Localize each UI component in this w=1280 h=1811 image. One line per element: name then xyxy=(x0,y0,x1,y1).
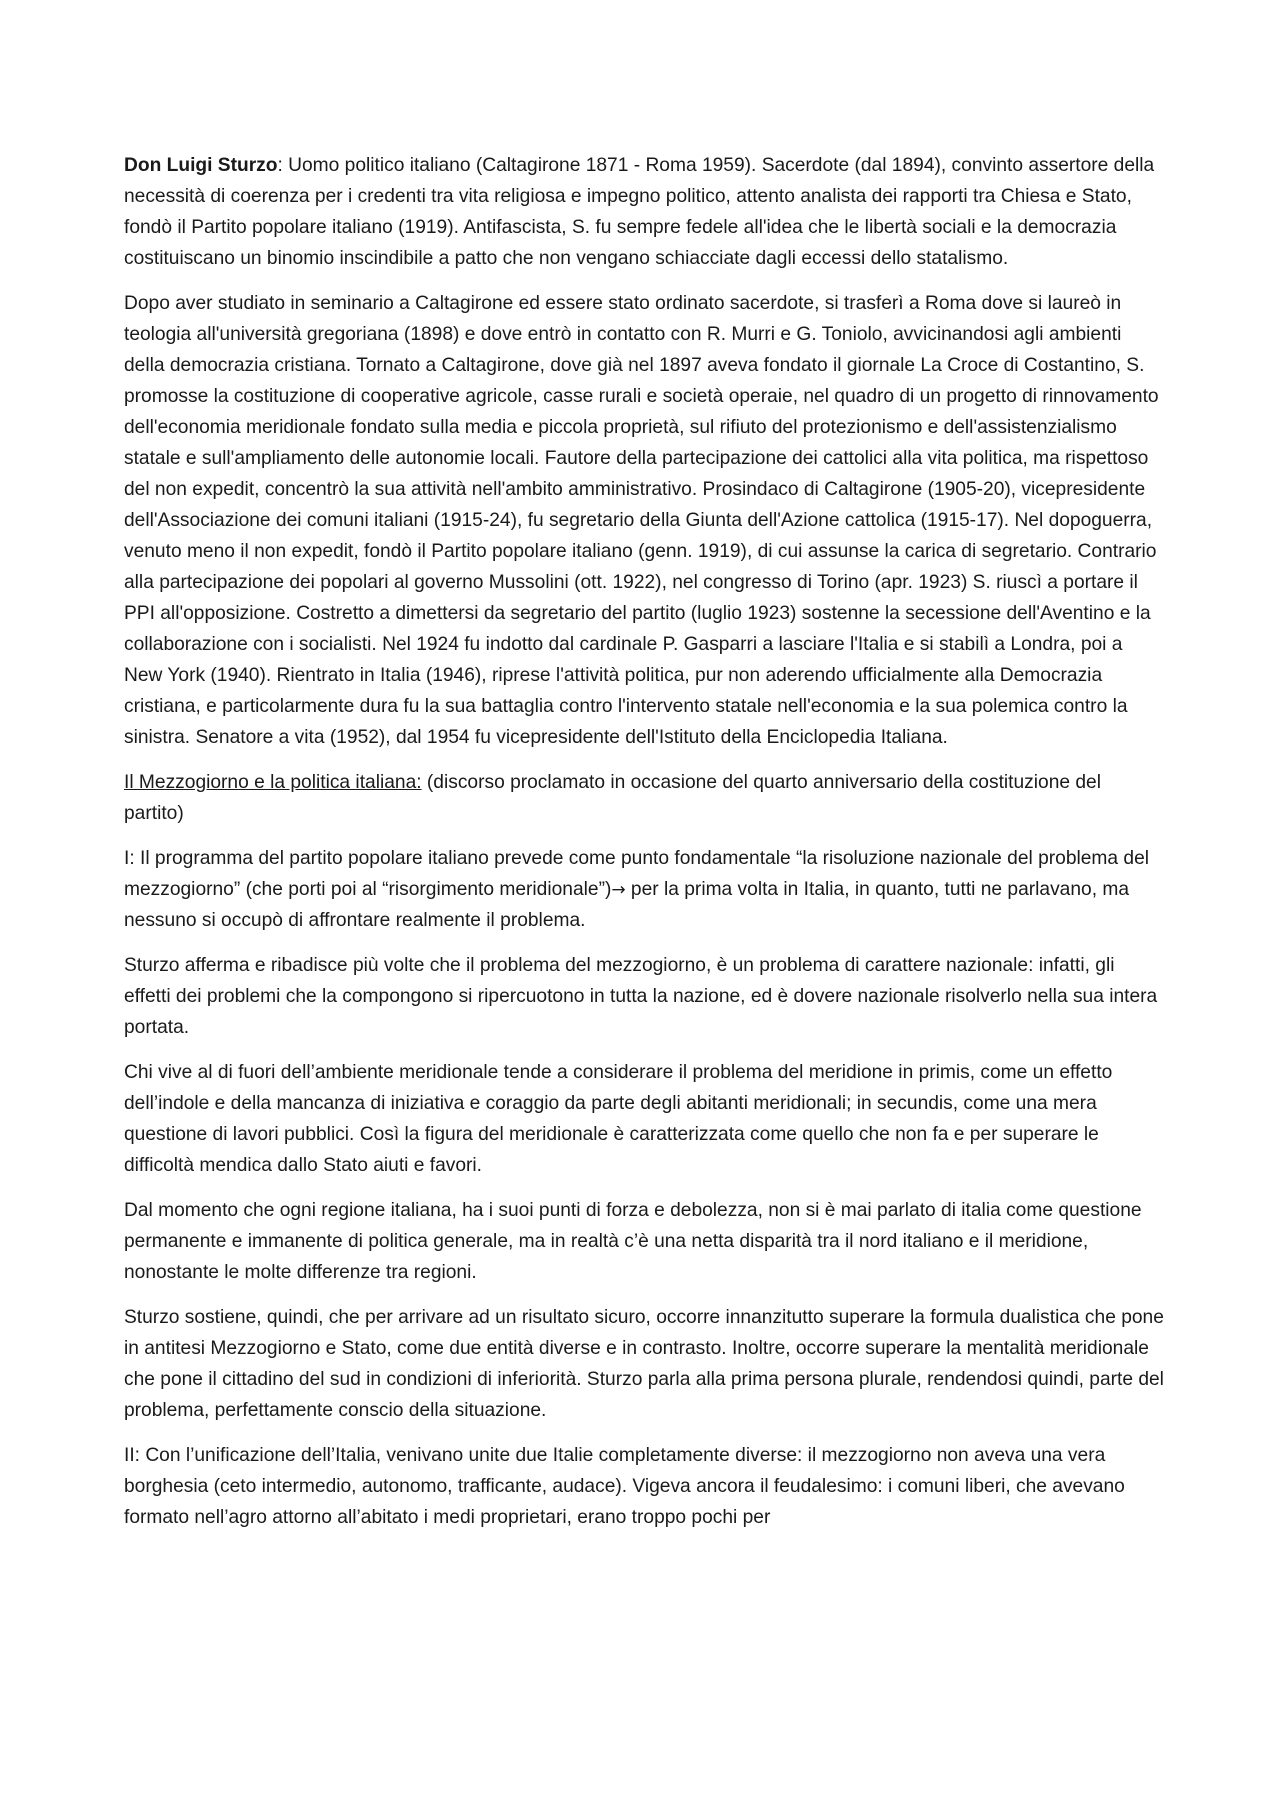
section-title: Il Mezzogiorno e la politica italiana: xyxy=(124,772,422,793)
paragraph-southern-perception xyxy=(124,1057,1164,1181)
paragraph-text: Dopo aver studiato in seminario a Caltagirone ed essere stato ordinato sacerdote, si trasferì a Roma dove si laureò in teologia all'università gregoriana (1898) e dove entrò in contatto con R. Murri e G. Toniolo, avvicinandosi agli ambienti della democrazia cristiana. Tornato a Caltagirone, dove già nel 1897 aveva fondato il giornale La Croce di Costantino, S. promosse la costituzione di cooperative agricole, casse rurali e società operaie, nel quadro di un progetto di rinnovamento dell'economia meridionale fondato sulla media e piccola proprietà, sul rifiuto del protezionismo e dell'assistenzialismo statale e sull'ampliamento delle autonomie locali. Fautore della partecipazione dei cattolici alla vita politica, ma rispettoso del non expedit, concentrò la sua attività nell'ambito amministrativo. Prosindaco di Caltagirone (1905-20), vicepresidente dell'Associazione dei comuni italiani (1915-24), fu segretario della Giunta dell'Azione cattolica (1915-17). Nel dopoguerra, venuto meno il non expedit, fondò il Partito popolare italiano (genn. 1919), di cui assunse la carica di segretario. Contrario alla partecipazione dei popolari al governo Mussolini (ott. 1922), nel congresso di Torino (apr. 1923) S. riuscì a portare il PPI all'opposizione. Costretto a dimettersi da segretario del partito (luglio 1923) sostenne la secessione dell'Aventino e la collaborazione con i socialisti. Nel 1924 fu indotto dal cardinale P. Gasparri a lasciare l'Italia e si stabilì a Londra, poi a New York (1940). Rientrato in Italia (1946), riprese l'attività politica, pur non aderendo ufficialmente alla Democrazia cristiana, e particolarmente dura fu la sua battaglia contro l'intervento statale nell'economia e la sua polemica contro la sinistra. Senatore a vita (1952), dal 1954 fu vicepresidente dell'Istituto della Enciclopedia Italiana. xyxy=(124,293,1159,748)
document-page xyxy=(124,150,1164,1547)
paragraph-text: : Uomo politico italiano (Caltagirone 1871 - Roma 1959). Sacerdote (dal 1894), convinto assertore della necessità di coerenza per i credenti tra vita religiosa e impegno politico, attento analista dei rapporti tra Chiesa e Stato, fondò il Partito popolare italiano (1919). Antifascista, S. fu sempre fedele all'idea che le libertà sociali e la democrazia costituiscano un binomio inscindibile a patto che non vengano schiacciate dagli eccessi dello statalismo. xyxy=(124,155,1155,269)
paragraph-part-two xyxy=(124,1440,1164,1533)
paragraph-text: Dal momento che ogni regione italiana, ha i suoi punti di forza e debolezza, non si è mai parlato di italia come questione permanente e immanente di politica generale, ma in realtà c’è una netta disparità tra il nord italiano e il meridione, nonostante le molte differenze tra regioni. xyxy=(124,1200,1142,1283)
paragraph-text: Sturzo sostiene, quindi, che per arrivare ad un risultato sicuro, occorre innanzitutto superare la formula dualistica che pone in antitesi Mezzogiorno e Stato, come due entità diverse e in contrasto. Inoltre, occorre superare la mentalità meridionale che pone il cittadino del sud in condizioni di inferiorità. Sturzo parla alla prima persona plurale, rendendosi quindi, parte del problema, perfettamente conscio della situazione. xyxy=(124,1307,1164,1421)
paragraph-text: II: Con l’unificazione dell’Italia, venivano unite due Italie completamente diverse: il mezzogiorno non aveva una vera borghesia (ceto intermedio, autonomo, trafficante, audace). Vigeva ancora il feudalesimo: i comuni liberi, che avevano formato nell’agro attorno all’abitato i medi proprietari, erano troppo pochi per xyxy=(124,1445,1125,1528)
paragraph-national-problem xyxy=(124,950,1164,1043)
paragraph-part-one xyxy=(124,843,1164,936)
heading-name: Don Luigi Sturzo xyxy=(124,155,278,176)
paragraph-text: Sturzo afferma e ribadisce più volte che il problema del mezzogiorno, è un problema di carattere nazionale: infatti, gli effetti dei problemi che la compongono si ripercuotono in tutta la nazione, ed è dovere nazionale risolverlo nella sua intera portata. xyxy=(124,955,1158,1038)
paragraph-biography-detail xyxy=(124,288,1164,753)
paragraph-text: Chi vive al di fuori dell’ambiente meridionale tende a considerare il problema del meridione in primis, come un effetto dell’indole e della mancanza di iniziativa e coraggio da parte degli abitanti meridionali; in secundis, come una mera questione di lavori pubblici. Così la figura del meridionale è caratterizzata come quello che non fa e per superare le difficoltà mendica dallo Stato aiuti e favori. xyxy=(124,1062,1113,1176)
paragraph-biography-intro xyxy=(124,150,1164,274)
paragraph-text: (discorso proclamato in occasione del quarto anniversario della costituzione del partito) xyxy=(124,772,1101,824)
paragraph-dualistic-formula xyxy=(124,1302,1164,1426)
paragraph-text: per la prima volta in Italia, in quanto, tutti ne parlavano, ma nessuno si occupò di affrontare realmente il problema. xyxy=(124,879,1130,931)
paragraph-text: I: Il programma del partito popolare italiano prevede come punto fondamentale “la risoluzione nazionale del problema del mezzogiorno” (che porti poi al “risorgimento meridionale”) xyxy=(124,848,1150,900)
arrow-right-icon: → xyxy=(611,880,626,900)
paragraph-section-title xyxy=(124,767,1164,829)
paragraph-regional-disparity xyxy=(124,1195,1164,1288)
